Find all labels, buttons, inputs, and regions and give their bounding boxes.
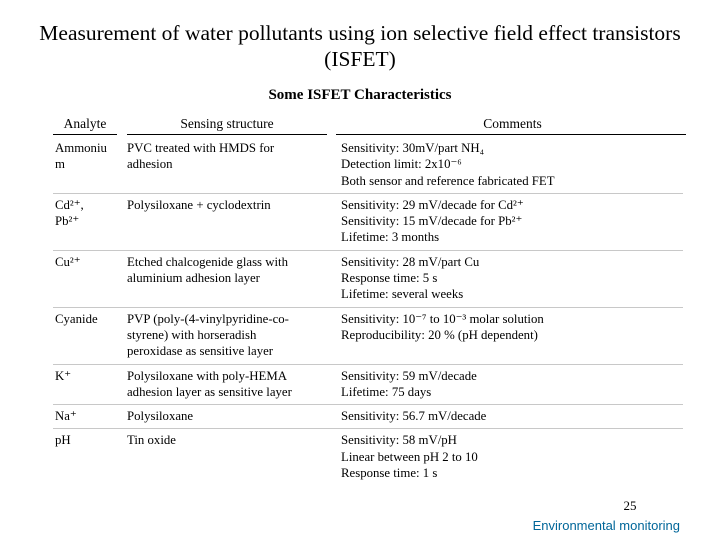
- table-row: [53, 307, 683, 364]
- sensing-structure-cell: Polysiloxane + cyclodextrin: [125, 193, 339, 250]
- analyte-cell: Cd²⁺, Pb²⁺: [53, 193, 125, 250]
- table-row: [53, 137, 683, 193]
- table-row: [53, 429, 683, 485]
- sensing-structure-cell: Polysiloxane with poly-HEMA adhesion layer as sensitive layer: [125, 364, 339, 405]
- comments-cell: Sensitivity: 59 mV/decade Lifetime: 75 days: [339, 364, 683, 405]
- comments-cell: Sensitivity: 30mV/part NH₄ Detection limit: 2x10⁻⁶ Both sensor and reference fabricated FET: [339, 137, 683, 193]
- header-analyte: Analyte: [63, 116, 107, 131]
- table-row: [53, 405, 683, 429]
- sensing-structure-cell: PVC treated with HMDS for adhesion: [125, 137, 339, 193]
- analyte-cell: K⁺: [53, 364, 125, 405]
- sensing-structure-cell: Etched chalcogenide glass with aluminium adhesion layer: [125, 250, 339, 307]
- header-rule: [336, 134, 686, 135]
- table-header: [0, 116, 720, 134]
- comments-cell: Sensitivity: 58 mV/pH Linear between pH 2 to 10 Response time: 1 s: [341, 433, 478, 481]
- comments-cell: Sensitivity: 28 mV/part Cu Response time: 5 s Lifetime: several weeks: [339, 250, 683, 307]
- page-number: 25: [623, 498, 637, 513]
- isfet-table: [53, 137, 683, 485]
- sensing-structure-cell: Polysiloxane: [125, 405, 339, 429]
- header-sensing-structure: Sensing structure: [180, 116, 274, 131]
- analyte-cell: Cu²⁺: [53, 250, 125, 307]
- sensing-structure-cell: Tin oxide: [127, 433, 176, 448]
- analyte-cell: Cyanide: [53, 307, 125, 364]
- sensing-structure-cell: PVP (poly-(4-vinylpyridine-co- styrene) with horseradish peroxidase as sensitive layer: [125, 307, 339, 364]
- header-rule: [127, 134, 327, 135]
- analyte-cell: Ammoniu m: [53, 137, 125, 193]
- header-comments: Comments: [483, 116, 542, 131]
- footer-label: Environmental monitoring: [532, 518, 680, 533]
- table-row: [53, 364, 683, 405]
- comments-cell: Sensitivity: 10⁻⁷ to 10⁻³ molar solution Reproducibility: 20 % (pH dependent): [339, 307, 683, 364]
- comments-cell: Sensitivity: 29 mV/decade for Cd²⁺ Sensitivity: 15 mV/decade for Pb²⁺ Lifetime: 3 months: [339, 193, 683, 250]
- comments-cell: Sensitivity: 56.7 mV/decade: [339, 405, 683, 429]
- table-caption: Some ISFET Characteristics: [268, 87, 452, 103]
- table-row: [53, 250, 683, 307]
- analyte-cell: pH: [55, 433, 71, 448]
- slide-title: Measurement of water pollutants using ion selective field effect transistors (ISFET): [39, 21, 681, 71]
- analyte-cell: Na⁺: [53, 405, 125, 429]
- header-rule: [53, 134, 117, 135]
- table-row: [53, 193, 683, 250]
